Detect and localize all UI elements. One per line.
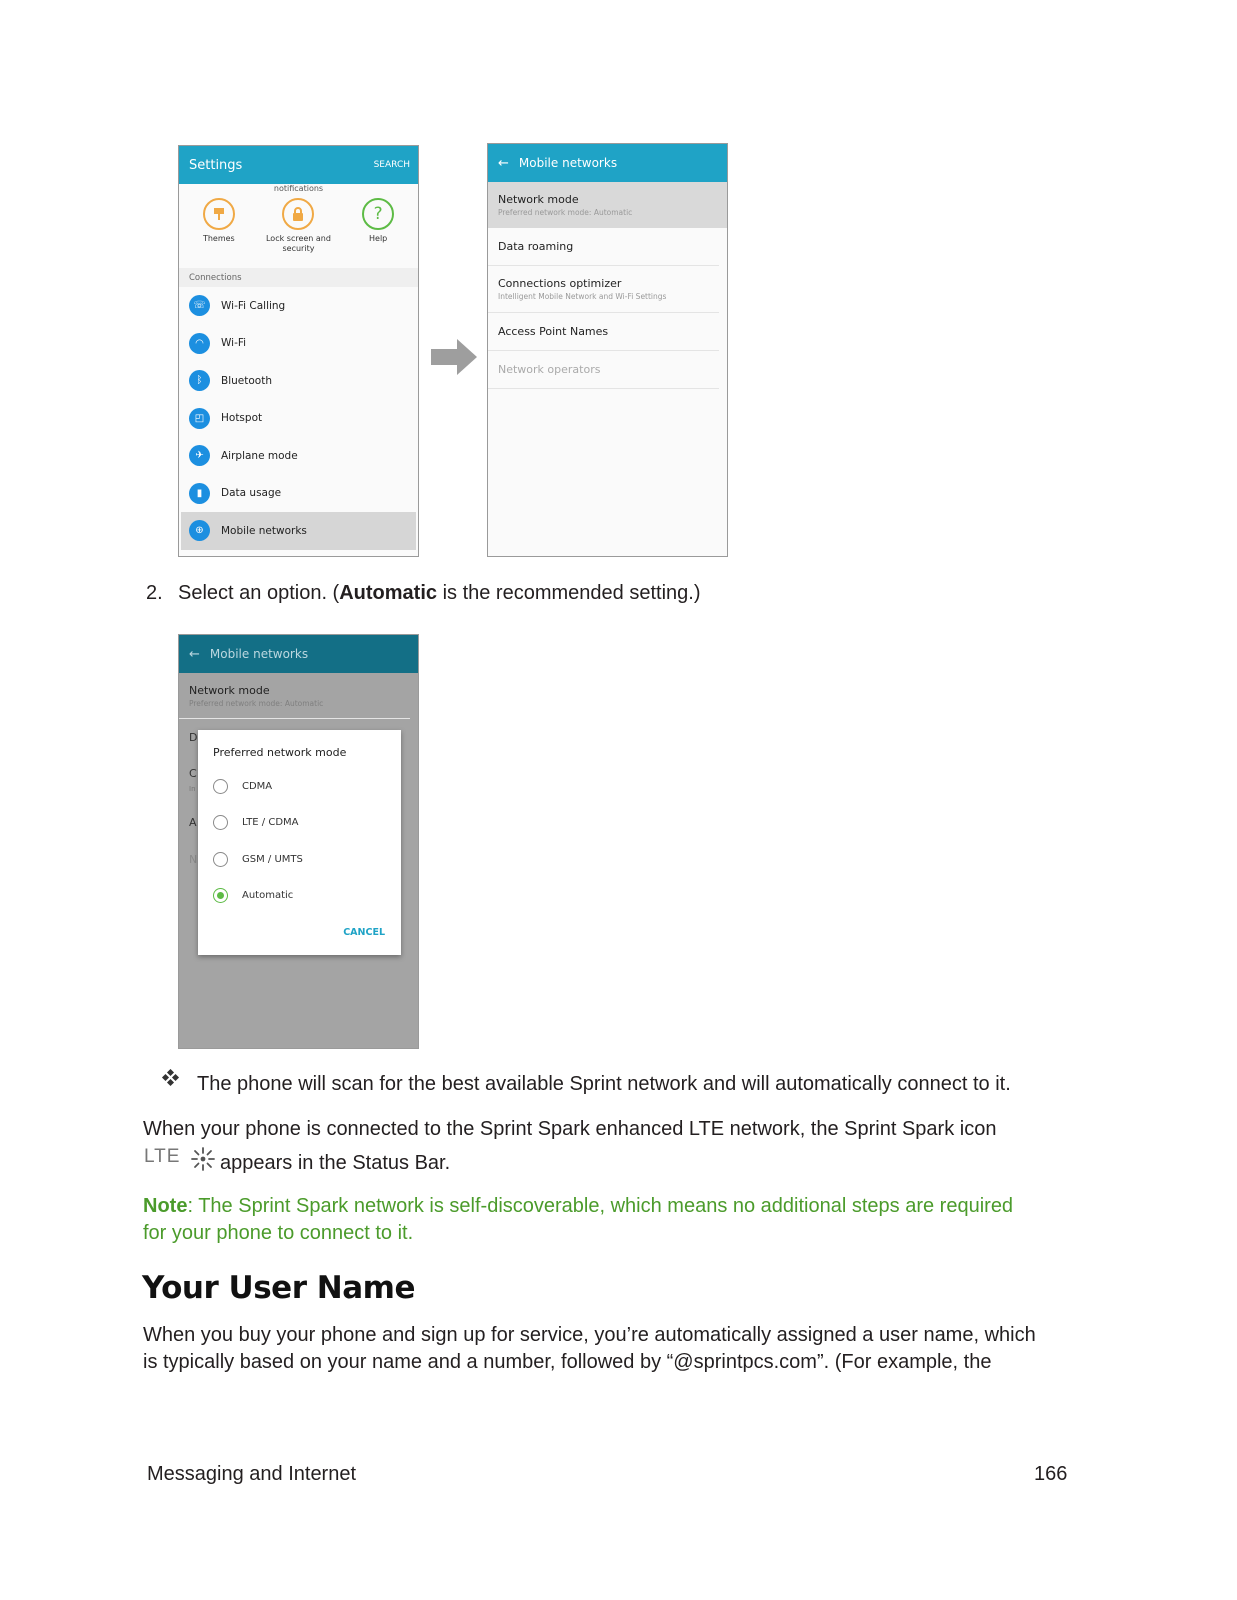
section-heading: Your User Name xyxy=(142,1270,415,1306)
option-label: GSM / UMTS xyxy=(242,853,303,865)
radio-button[interactable] xyxy=(213,852,228,867)
paragraph-spark-line1: When your phone is connected to the Sprint Spark enhanced LTE network, the Sprint Spark icon xyxy=(143,1118,997,1140)
paragraph-user-name-line1: When you buy your phone and sign up for service, you’re automatically assigned a user name, which xyxy=(143,1324,1036,1346)
screen-title: Mobile networks xyxy=(518,156,618,170)
settings-app-bar xyxy=(179,146,418,184)
quick-item-help[interactable] xyxy=(343,198,413,268)
option-label: Automatic xyxy=(242,890,294,902)
radio-button-selected[interactable] xyxy=(213,888,228,903)
back-arrow-icon[interactable]: ← xyxy=(498,155,509,171)
row-network-mode-dimmed xyxy=(179,673,410,719)
row-network-operators[interactable] xyxy=(488,351,719,389)
help-icon: ? xyxy=(362,198,394,230)
themes-icon xyxy=(203,198,235,230)
arrow-right-icon xyxy=(429,337,479,377)
quick-item-label: Help xyxy=(369,234,388,243)
step-number: 2. xyxy=(146,582,163,604)
background-row-fragment: D xyxy=(189,731,198,744)
preferred-network-mode-dialog xyxy=(198,730,401,955)
cancel-button[interactable]: CANCEL xyxy=(343,927,385,938)
screen-title: Mobile networks xyxy=(209,647,309,661)
quick-item-label: Lock screen and security xyxy=(265,234,331,253)
row-network-mode[interactable] xyxy=(488,182,727,228)
step-text xyxy=(178,580,700,607)
option-automatic[interactable] xyxy=(213,878,401,915)
paragraph-user-name-line2: is typically based on your name and a number, followed by “@sprintpcs.com”. (For example, the xyxy=(143,1351,992,1373)
settings-item-wifi-calling[interactable] xyxy=(179,287,418,325)
background-row-fragment: A xyxy=(189,816,197,829)
row-label: Network mode xyxy=(189,683,270,697)
row-sublabel: Preferred network mode: Automatic xyxy=(498,208,633,217)
lock-icon xyxy=(282,198,314,230)
settings-screenshot xyxy=(178,145,419,557)
row-sublabel: Intelligent Mobile Network and Wi-Fi Settings xyxy=(498,292,667,301)
dialog-title: Preferred network mode xyxy=(213,746,347,759)
row-access-point-names[interactable] xyxy=(488,313,719,351)
search-button[interactable]: SEARCH xyxy=(373,160,410,170)
option-gsm-umts[interactable] xyxy=(213,841,401,878)
settings-item-hotspot[interactable] xyxy=(179,400,418,438)
mobile-networks-icon: ⊕ xyxy=(189,520,210,541)
step-suffix: is the recommended setting.) xyxy=(437,582,701,604)
row-data-roaming[interactable] xyxy=(488,228,719,266)
quick-item-themes[interactable] xyxy=(184,198,254,268)
footer-section-title: Messaging and Internet xyxy=(147,1463,357,1485)
settings-item-wifi[interactable] xyxy=(179,325,418,363)
mobile-networks-screenshot xyxy=(487,143,728,557)
settings-item-label: Airplane mode xyxy=(221,449,298,462)
data-usage-icon: ▮ xyxy=(189,483,210,504)
footer-page-number: 166 xyxy=(1034,1463,1068,1485)
hotspot-icon: ◰ xyxy=(189,408,210,429)
quick-item-lock-screen[interactable] xyxy=(263,198,333,268)
settings-item-airplane-mode[interactable] xyxy=(179,437,418,475)
settings-item-mobile-networks[interactable] xyxy=(181,512,416,550)
background-row-fragment: N xyxy=(189,853,198,866)
settings-item-label: Wi-Fi xyxy=(221,337,247,350)
row-sublabel: Preferred network mode: Automatic xyxy=(189,698,324,708)
notifications-label: notifications xyxy=(273,184,324,193)
settings-item-label: Data usage xyxy=(221,487,282,500)
step-bold: Automatic xyxy=(339,582,438,604)
note-line1 xyxy=(143,1193,1013,1220)
lte-status-text: LTE xyxy=(144,1146,181,1167)
mobile-networks-app-bar xyxy=(488,144,727,182)
bluetooth-icon: ᛒ xyxy=(189,370,210,391)
bullet-diamond-icon xyxy=(161,1069,181,1089)
sprint-spark-icon xyxy=(190,1146,216,1172)
settings-item-label: Bluetooth xyxy=(221,374,272,387)
settings-item-label: Wi-Fi Calling xyxy=(221,299,286,312)
mobile-networks-app-bar-dimmed xyxy=(179,635,418,673)
option-cdma[interactable] xyxy=(213,768,401,805)
row-label: Connections optimizer xyxy=(498,277,622,290)
bullet-text: The phone will scan for the best available Sprint network and will automatically connect to it. xyxy=(197,1073,1011,1095)
quick-settings-row xyxy=(179,196,418,268)
radio-button[interactable] xyxy=(213,779,228,794)
settings-item-label: Hotspot xyxy=(221,412,263,425)
option-lte-cdma[interactable] xyxy=(213,805,401,842)
background-row-fragment: In xyxy=(189,785,196,793)
settings-item-data-usage[interactable] xyxy=(179,475,418,513)
network-mode-dialog-screenshot xyxy=(178,634,419,1049)
settings-title: Settings xyxy=(189,157,243,173)
note-label: Note xyxy=(143,1195,188,1217)
row-label: Network mode xyxy=(498,193,579,206)
step-prefix: Select an option. ( xyxy=(178,582,340,604)
background-row-fragment: C xyxy=(189,767,197,780)
wifi-calling-icon: ☏ xyxy=(189,295,210,316)
row-connections-optimizer[interactable] xyxy=(488,266,719,313)
section-header-connections: Connections xyxy=(179,268,418,287)
row-label: Access Point Names xyxy=(498,325,609,338)
option-label: LTE / CDMA xyxy=(242,817,299,829)
note-line2: for your phone to connect to it. xyxy=(143,1222,414,1244)
settings-item-label: Mobile networks xyxy=(221,524,307,537)
back-arrow-icon: ← xyxy=(189,646,200,662)
row-label: Network operators xyxy=(498,363,601,376)
airplane-icon: ✈ xyxy=(189,445,210,466)
option-label: CDMA xyxy=(242,780,273,792)
settings-item-bluetooth[interactable] xyxy=(179,362,418,400)
paragraph-spark-line2: appears in the Status Bar. xyxy=(220,1152,451,1174)
quick-item-label: Themes xyxy=(202,234,235,243)
radio-button[interactable] xyxy=(213,815,228,830)
wifi-icon: ◠ xyxy=(189,333,210,354)
note-text: : The Sprint Spark network is self-discoverable, which means no additional steps are required xyxy=(187,1195,1014,1217)
row-label: Data roaming xyxy=(498,240,574,253)
